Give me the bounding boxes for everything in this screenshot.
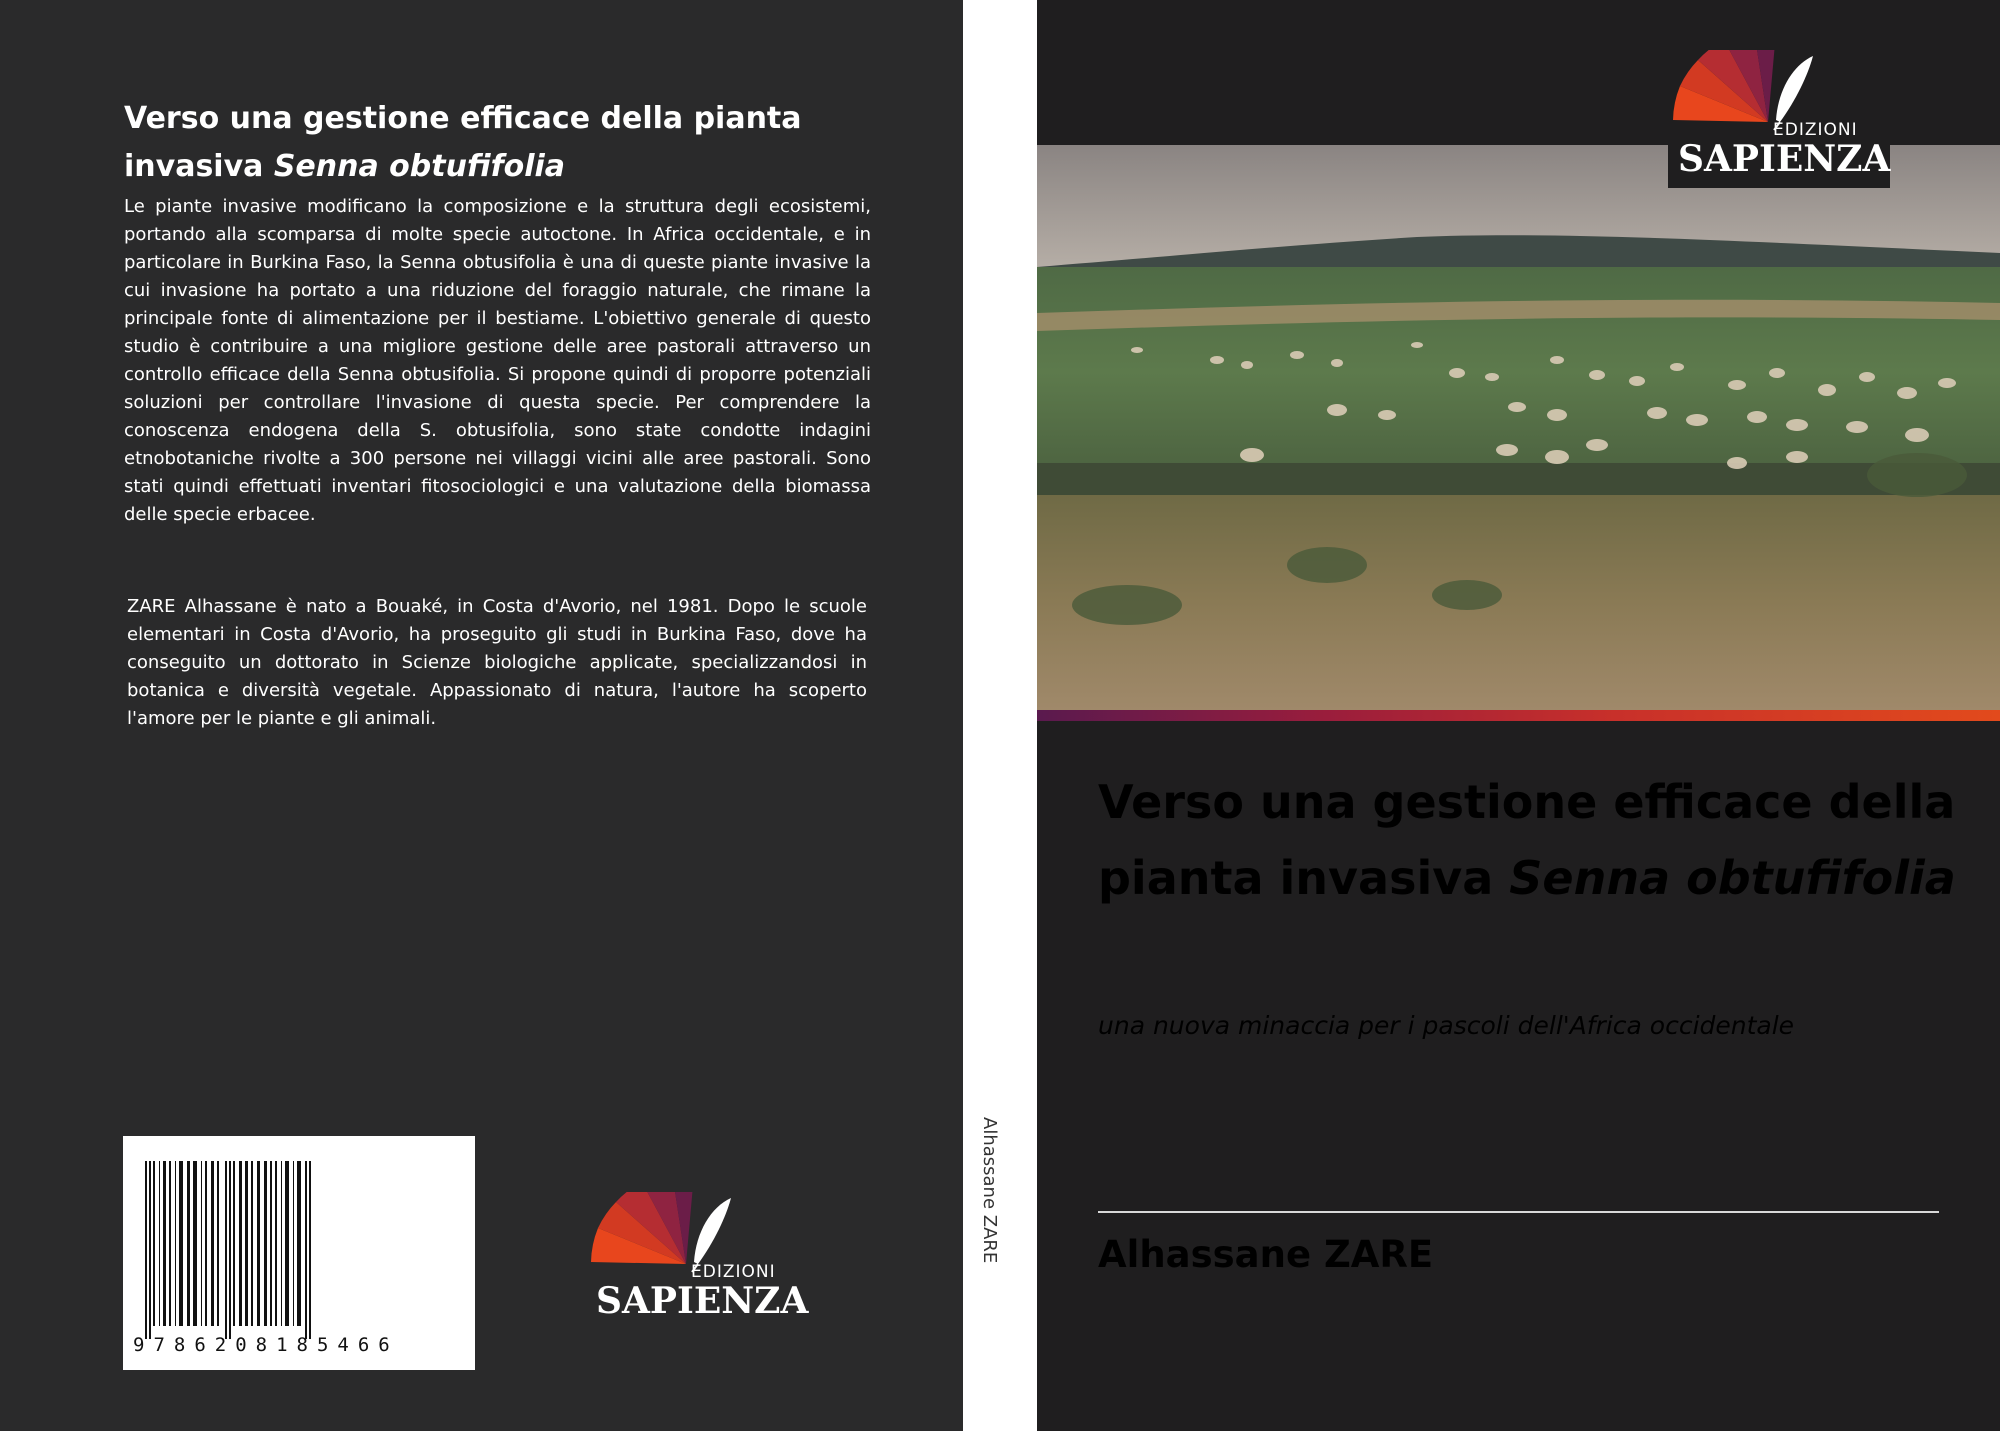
- back-title-italic: Senna obtufifolia: [273, 149, 566, 184]
- barcode-bar: [229, 1161, 231, 1339]
- barcode-bar: [239, 1161, 242, 1326]
- barcode-bar: [264, 1161, 267, 1326]
- barcode-bar: [205, 1161, 207, 1326]
- barcode-bar: [275, 1161, 277, 1326]
- publisher-logo-back: [586, 1192, 808, 1324]
- barcode-bar: [175, 1161, 176, 1326]
- barcode-bar: [285, 1161, 289, 1326]
- barcode-bar: [245, 1161, 248, 1326]
- front-title-plain: Verso una gestione efficace della pianta invasiva: [1098, 775, 1956, 905]
- publisher-sapienza: SAPIENZA: [596, 1280, 809, 1322]
- back-cover-title: [124, 95, 884, 191]
- barcode-bar: [193, 1161, 197, 1326]
- front-cover-author: Alhassane ZARE: [1098, 1233, 1434, 1276]
- barcode-bar: [153, 1161, 155, 1326]
- barcode-bar: [257, 1161, 260, 1326]
- divider-line: [1098, 1211, 1939, 1213]
- isbn-number: 9786208185466: [133, 1334, 399, 1356]
- barcode-bar: [149, 1161, 151, 1339]
- barcode-bar: [211, 1161, 214, 1326]
- barcode-bar: [163, 1161, 166, 1326]
- isbn-barcode: [123, 1136, 475, 1370]
- barcode-bar: [225, 1161, 227, 1339]
- barcode-bar: [251, 1161, 253, 1326]
- barcode-bar: [145, 1161, 147, 1339]
- barcode-bar: [179, 1161, 183, 1326]
- barcode-bar: [217, 1161, 219, 1326]
- barcode-bar: [201, 1161, 202, 1326]
- barcode-bar: [305, 1161, 307, 1339]
- accent-color-bar: [1037, 710, 2000, 721]
- publisher-sapienza: SAPIENZA: [1678, 138, 1891, 180]
- pasture-sheep-photo: [1037, 145, 2000, 710]
- barcode-bar: [187, 1161, 190, 1326]
- front-cover-subtitle: una nuova minaccia per i pascoli dell'Africa occidentale: [1098, 1011, 1795, 1040]
- back-cover: [0, 0, 963, 1431]
- front-title-italic: Senna obtufifolia: [1509, 851, 1956, 905]
- barcode-bar: [309, 1161, 311, 1339]
- author-bio: ZARE Alhassane è nato a Bouaké, in Costa d'Avorio, nel 1981. Dopo le scuole elementari in Costa d'Avorio, ha proseguito gli studi in Burkina Faso, dove ha conseguito un dottorato in Scienze biologiche applicate, specializzandosi in botanica e diversità vegetale. Appassionato di natura, l'autore ha scoperto l'amore per le piante e gli animali.: [127, 596, 867, 729]
- back-title-plain: Verso una gestione efficace della pianta invasiva: [124, 101, 802, 184]
- book-spine: [963, 0, 1037, 1431]
- barcode-bar: [169, 1161, 171, 1326]
- front-cover-title: [1098, 764, 1958, 916]
- barcode-bar: [281, 1161, 282, 1326]
- publisher-edizioni: EDIZIONI: [691, 1262, 776, 1282]
- spine-author: Alhassane ZARE: [979, 1117, 1000, 1264]
- book-blurb: Le piante invasive modificano la composizione e la struttura degli ecosistemi, portando alla scomparsa di molte specie autoctone. In Africa occidentale, e in particolare in Burkina Faso, la Senna obtusifolia è una di queste piante invasive la cui invasione ha portato a una riduzione del foraggio naturale, che rimane la principale fonte di alimentazione per il bestiame. L'obiettivo generale di questo studio è contribuire a una migliore gestione delle aree pastorali attraverso un controllo efficace della Senna obtusifolia. Si propone quindi di proporre potenziali soluzioni per controllare l'invasione di questa specie. Per comprendere la conoscenza endogena della S. obtusifolia, sono state condotte indagini etnobotaniche rivolte a 300 persone nei villaggi vicini alle aree pastorali. Sono stati quindi effettuati inventari fitosociologici e una valutazione della biomassa delle specie erbacee.: [124, 196, 871, 525]
- barcode-bar: [159, 1161, 160, 1326]
- barcode-bar: [270, 1161, 272, 1326]
- publisher-logo-front: [1668, 50, 1890, 188]
- barcode-bar: [233, 1161, 235, 1326]
- barcode-bar: [293, 1161, 294, 1326]
- barcode-bar: [297, 1161, 301, 1326]
- publisher-edizioni: EDIZIONI: [1773, 120, 1858, 140]
